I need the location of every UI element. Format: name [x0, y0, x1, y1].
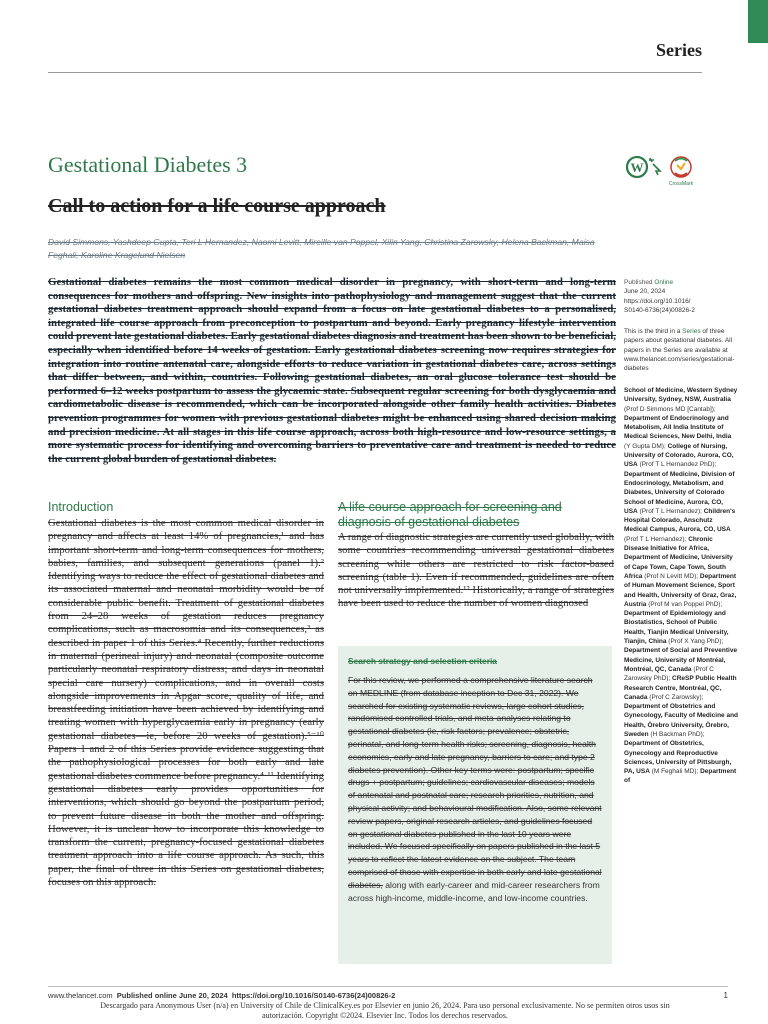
affiliation: Department of Social and Preventive Medicine, University of Montréal, Montréal, QC, Canada (Prof C Zarowsky PhD);	[624, 647, 738, 683]
affiliation: Department of Obstetrics, Gynecology and Reproductive Sciences, University of Pittsburgh, PA, USA (M Feghali MD);	[624, 740, 732, 776]
affiliation: Children's Hospital Colorado, Anschutz Medical Campus, Aurora, CO, USA (Prof T L Hernandez);	[624, 507, 736, 543]
search-strategy-text	[348, 674, 604, 904]
footer-site[interactable]: www.thelancet.com	[48, 991, 113, 1000]
footer-doi[interactable]: https://doi.org/10.1016/S0140-6736(24)00826-2	[231, 991, 396, 1000]
affiliation: Department of Human Movement Science, Sport and Health, University of Graz, Graz, Austria (Prof M van Poppel PhD);	[624, 572, 737, 608]
article-logos	[626, 152, 700, 190]
affiliation: CReSP Public Health Research Centre, Montréal, QC, Canada (Prof C Zarowsky);	[624, 675, 737, 701]
affiliation: Department of Obstetrics and Gynecology, Faculty of Medicine and Health, Örebro University, Örebro, Sweden (H Backman PhD);	[624, 703, 739, 738]
search-strategy-text-struck: For this review, we performed a comprehensive literature search on MEDLINE (from database inception to Dec 31, 2022). We searched for existing systematic reviews, large cohort studies, randomised controlled trials, and meta-analyses relating to gestational diabetes (ie, risk factors; prevalence; obstetric, perinatal, and long-term health risks; screening, diagnosis, health economics, early and late pregnancy, barriers to care; and type 2 diabetes prevention). Other key terms were: postpartum; specific drugs + postpartum; guidelines; cardiovascular diseases; models of antenatal and postnatal care; research priorities, nutrition, and physical activity; and behavioural modification. Also, some relevant review papers, original research articles, and guidelines focused on gestational diabetes published in the last 10 years were included. We focused specifically on papers published in the last 5 years to reflect the latest evidence on the subject. The team comprised of those with expertise in both early and late gestational diabetes,	[348, 675, 602, 890]
article-title: Call to action for a life course approach	[48, 195, 386, 217]
search-strategy-text-plain: along with early-career and mid-career researchers from across high-income, middle-income, and low-income countries.	[348, 879, 600, 903]
crossmark-label: CrossMark	[668, 181, 694, 186]
affiliation: Chronic Disease Initiative for Africa, Department of Medicine, University of Cape Town, Cape Town, South Africa (Prof N Levitt MD);	[624, 535, 733, 580]
series-note-pre: This is the third in a	[624, 328, 683, 335]
life-course-text: A range of diagnostic strategies are currently used globally, with some countries recommending universal gestational diabetes screening while others are restricted to risk factor-based screening (table 1). Even if recommended, guidelines are often not universally implemented.¹² Historically, a range of strategies have been used to reduce the number of women diagnosed	[338, 531, 614, 610]
page-number: 1	[723, 991, 728, 1000]
series-color-bar	[748, 0, 768, 43]
affiliation: College of Nursing, University of Colorado, Aurora, CO, USA (Prof T L Hernandez PhD);	[624, 442, 734, 469]
crossmark-icon[interactable]	[666, 154, 696, 186]
series-link[interactable]: Series	[682, 328, 701, 335]
footer-rule	[48, 986, 728, 987]
affiliation: Department of Epidemiology and Biostatistics, School of Public Health, Tianjin Medical University, Tianjin, China (Prof X Yang PhD);	[624, 610, 729, 646]
affiliation: School of Medicine, Western Sydney University, Sydney, NSW, Australia (Prof D Simmons MD [Cantab]);	[624, 387, 738, 413]
author-list: David Simmons, Yashdeep Gupta, Teri L Hernandez, Naomi Levitt, Mireille van Poppel, Xilin Yang, Christina Zarowsky, Helena Backman, Maisa Feghali, Karoline Kragelund Nielsen	[48, 237, 595, 260]
life-course-heading: A life course approach for screening and diagnosis of gestational diabetes	[338, 500, 562, 529]
affiliation: Department of	[624, 768, 737, 785]
search-strategy-heading: Search strategy and selection criteria	[348, 656, 497, 666]
affiliation: Department of Medicine, Division of Endocrinology, Metabolism, and Diabetes, University of Colorado School of Medicine, Aurora, CO, USA (Prof T L Hernandez);	[624, 470, 735, 515]
search-strategy-panel	[338, 646, 612, 964]
published-online-link[interactable]: Online	[654, 279, 674, 286]
abstract: Gestational diabetes remains the most common medical disorder in pregnancy, with short-term and long-term consequences for mothers and offspring. New insights into pathophysiology and management suggest that the current gestational diabetes treatment approach should expand from a focus on late gestational diabetes to a personalised, integrated life course approach from preconception to postpartum and beyond. Early pregnancy lifestyle intervention could prevent late gestational diabetes. Early gestational diabetes diagnosis and treatment has been shown to be beneficial, especially when identified before 14 weeks of gestation. Early gestational diabetes screening now requires strategies for integration into routine antenatal care, alongside efforts to reduce variation in gestational diabetes care, across settings that differ between, and within, countries. Following gestational diabetes, an oral glucose tolerance test should be performed 6–12 weeks postpartum to assess the glycaemic state. Subsequent regular screening for both dysglycaemia and cardiometabolic disease is recommended, which can be incorporated alongside other family health activities. Diabetes prevention programmes for women with previous gestational diabetes might be enhanced using shared decision making and precision medicine. At all stages in this life course approach, across both high-resource and low-resource settings, a more systematic process for identifying and overcoming barriers to preventative care and treatment is needed to reduce the current global burden of gestational diabetes.	[48, 276, 616, 465]
introduction-heading: Introduction	[48, 500, 114, 514]
doi-line-1[interactable]: https://doi.org/10.1016/	[624, 297, 691, 305]
footer	[48, 991, 395, 1000]
series-label: Series	[656, 40, 702, 60]
doi-line-2[interactable]: S0140-6736(24)00826-2	[624, 306, 695, 314]
header-rule	[48, 72, 702, 73]
published-date: June 20, 2024	[624, 288, 666, 296]
affiliation: Department of Endocrinology and Metabolism, All India Institute of Medical Sciences, New Delhi, India (Y Gupta DM);	[624, 414, 732, 450]
footer-published: Published online June 20, 2024	[116, 991, 228, 1000]
publication-info	[624, 278, 738, 315]
affiliations	[624, 386, 738, 786]
download-notice: Descargado para Anonymous User (n/a) en University of Chile de ClinicalKey.es por Elsevier en junio 26, 2024. Para uso personal exclusivamente. No se permiten otros usos sin autorización. Copyright ©2024. Elsevier Inc. Todos los derechos reservados.	[100, 1001, 670, 1020]
published-label: Published	[624, 279, 655, 286]
series-note	[624, 327, 738, 373]
svg-text:W: W	[630, 160, 644, 175]
section-label: Gestational Diabetes 3	[48, 152, 248, 177]
series-note-post: of three papers about gestational diabetes. All papers in the Series are available at www.thelancet.com/series/gestational-diabetes	[624, 328, 735, 373]
introduction-text: Gestational diabetes is the most common medical disorder in pregnancy and affects at least 14% of pregnancies,¹ and has important short-term and long-term consequences for mothers, babies, families, and subsequent generations (panel 1).² Identifying ways to reduce the effect of gestational diabetes and its associated maternal and neonatal morbidity would be of considerable public benefit. Treatment of gestational diabetes from 24–28 weeks of gestation reduces pregnancy complications, such as macrosomia and its consequences,³ as described in paper 1 of this Series.⁴ Recently, further reductions in maternal (perineal injury) and neonatal (composite outcome particularly neonatal respiratory distress; and days in neonatal special care nursery) complications, and in overall costs alongside improvements in Apgar score, quality of life, and breastfeeding initiation have been achieved by identifying and treating women with hyperglycaemia early in pregnancy (early gestational diabetes—ie, before 20 weeks of gestation).⁵⁻¹⁰ Papers 1 and 2 of this Series provide evidence suggesting that the pathophysiological processes for both early and late gestational diabetes commence before pregnancy.⁴·¹¹ Identifying gestational diabetes early provides opportunities for interventions, which should go beyond the postpartum period, to prevent future disease in both the mother and offspring. However, it is unclear how to incorporate this knowledge to transform the current, pregnancy-focused gestational diabetes treatment approach into a life course approach. As such, this paper, the final of three in this Series on gestational diabetes, focuses on this approach.	[48, 517, 324, 889]
